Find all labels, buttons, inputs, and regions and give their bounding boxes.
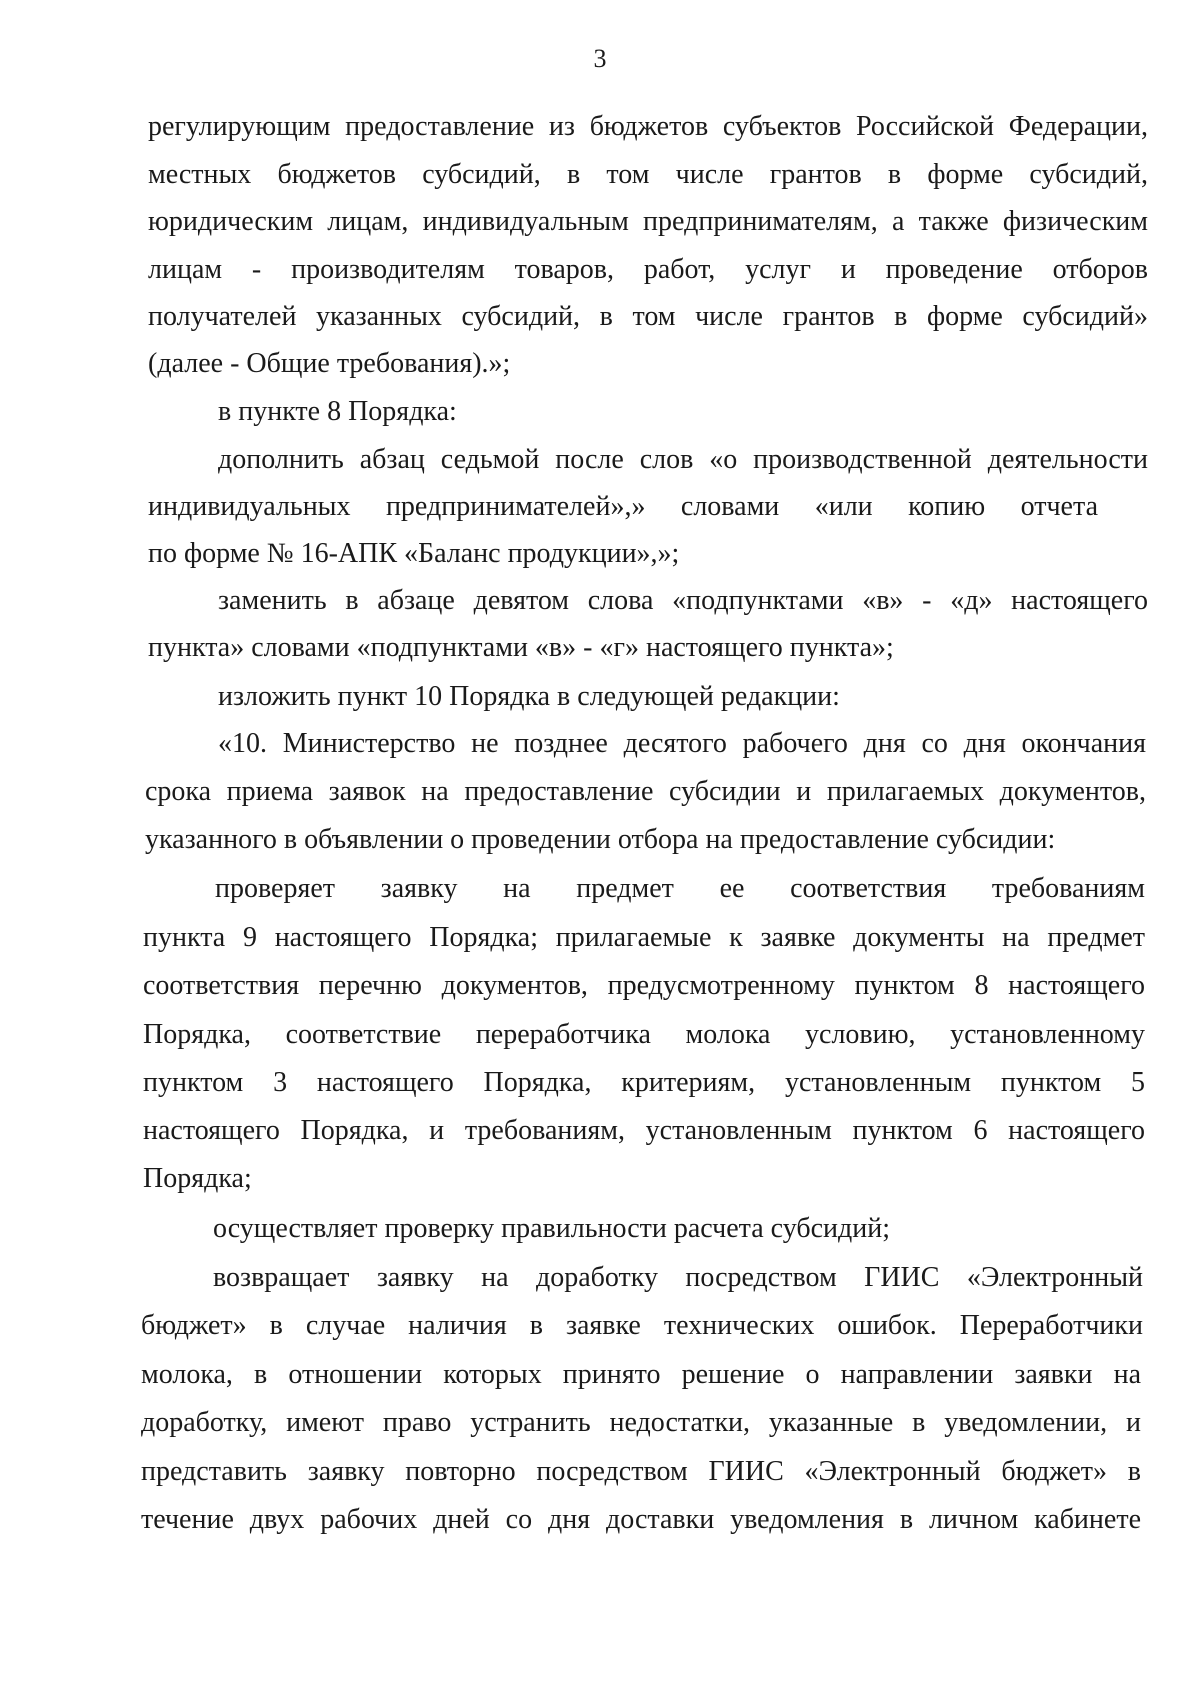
text-line: индивидуальных предпринимателей»,» словами «или копию отчета [148, 491, 1098, 522]
text-line: Порядка, соответствие переработчика молока условию, установленному [143, 1019, 1145, 1050]
text-line: юридическим лицам, индивидуальным предпринимателям, а также физическим [148, 206, 1148, 237]
text-line: Порядка; [143, 1163, 252, 1194]
text-line: регулирующим предоставление из бюджетов субъектов Российской Федерации, [148, 111, 1148, 142]
text-line: (далее - Общие требования).»; [148, 348, 511, 379]
text-line: пункта 9 настоящего Порядка; прилагаемые к заявке документы на предмет [143, 922, 1145, 953]
text-line: заменить в абзаце девятом слова «подпунктами «в» - «д» настоящего [218, 585, 1148, 616]
text-line: пункта» словами «подпунктами «в» - «г» настоящего пункта»; [148, 632, 894, 663]
text-line: в пункте 8 Порядка: [218, 396, 457, 427]
text-line: пунктом 3 настоящего Порядка, критериям, установленным пунктом 5 [143, 1067, 1145, 1098]
text-line: настоящего Порядка, и требованиям, установленным пунктом 6 настоящего [143, 1115, 1145, 1146]
text-line: указанного в объявлении о проведении отбора на предоставление субсидии: [145, 824, 1056, 855]
text-line: изложить пункт 10 Порядка в следующей редакции: [218, 681, 840, 712]
text-line: «10. Министерство не позднее десятого рабочего дня со дня окончания [218, 728, 1146, 759]
page-number: 3 [593, 44, 607, 73]
text-line: доработку, имеют право устранить недостатки, указанные в уведомлении, и [141, 1407, 1141, 1438]
text-line: местных бюджетов субсидий, в том числе грантов в форме субсидий, [148, 159, 1148, 190]
text-line: срока приема заявок на предоставление субсидии и прилагаемых документов, [145, 776, 1146, 807]
text-line: молока, в отношении которых принято решение о направлении заявки на [141, 1359, 1141, 1390]
text-line: проверяет заявку на предмет ее соответствия требованиям [215, 873, 1145, 904]
text-line: бюджет» в случае наличия в заявке технических ошибок. Переработчики [141, 1310, 1143, 1341]
text-line: по форме № 16-АПК «Баланс продукции»,»; [148, 538, 680, 569]
text-line: возвращает заявку на доработку посредством ГИИС «Электронный [213, 1262, 1143, 1293]
text-line: течение двух рабочих дней со дня доставки уведомления в личном кабинете [141, 1504, 1141, 1535]
text-line: осуществляет проверку правильности расчета субсидий; [213, 1213, 890, 1244]
text-line: получателей указанных субсидий, в том числе грантов в форме субсидий» [148, 301, 1148, 332]
text-line: лицам - производителям товаров, работ, услуг и проведение отборов [148, 254, 1148, 285]
text-line: представить заявку повторно посредством ГИИС «Электронный бюджет» в [141, 1456, 1141, 1487]
text-line: соответствия перечню документов, предусмотренному пунктом 8 настоящего [143, 970, 1145, 1001]
text-line: дополнить абзац седьмой после слов «о производственной деятельности [218, 444, 1148, 475]
